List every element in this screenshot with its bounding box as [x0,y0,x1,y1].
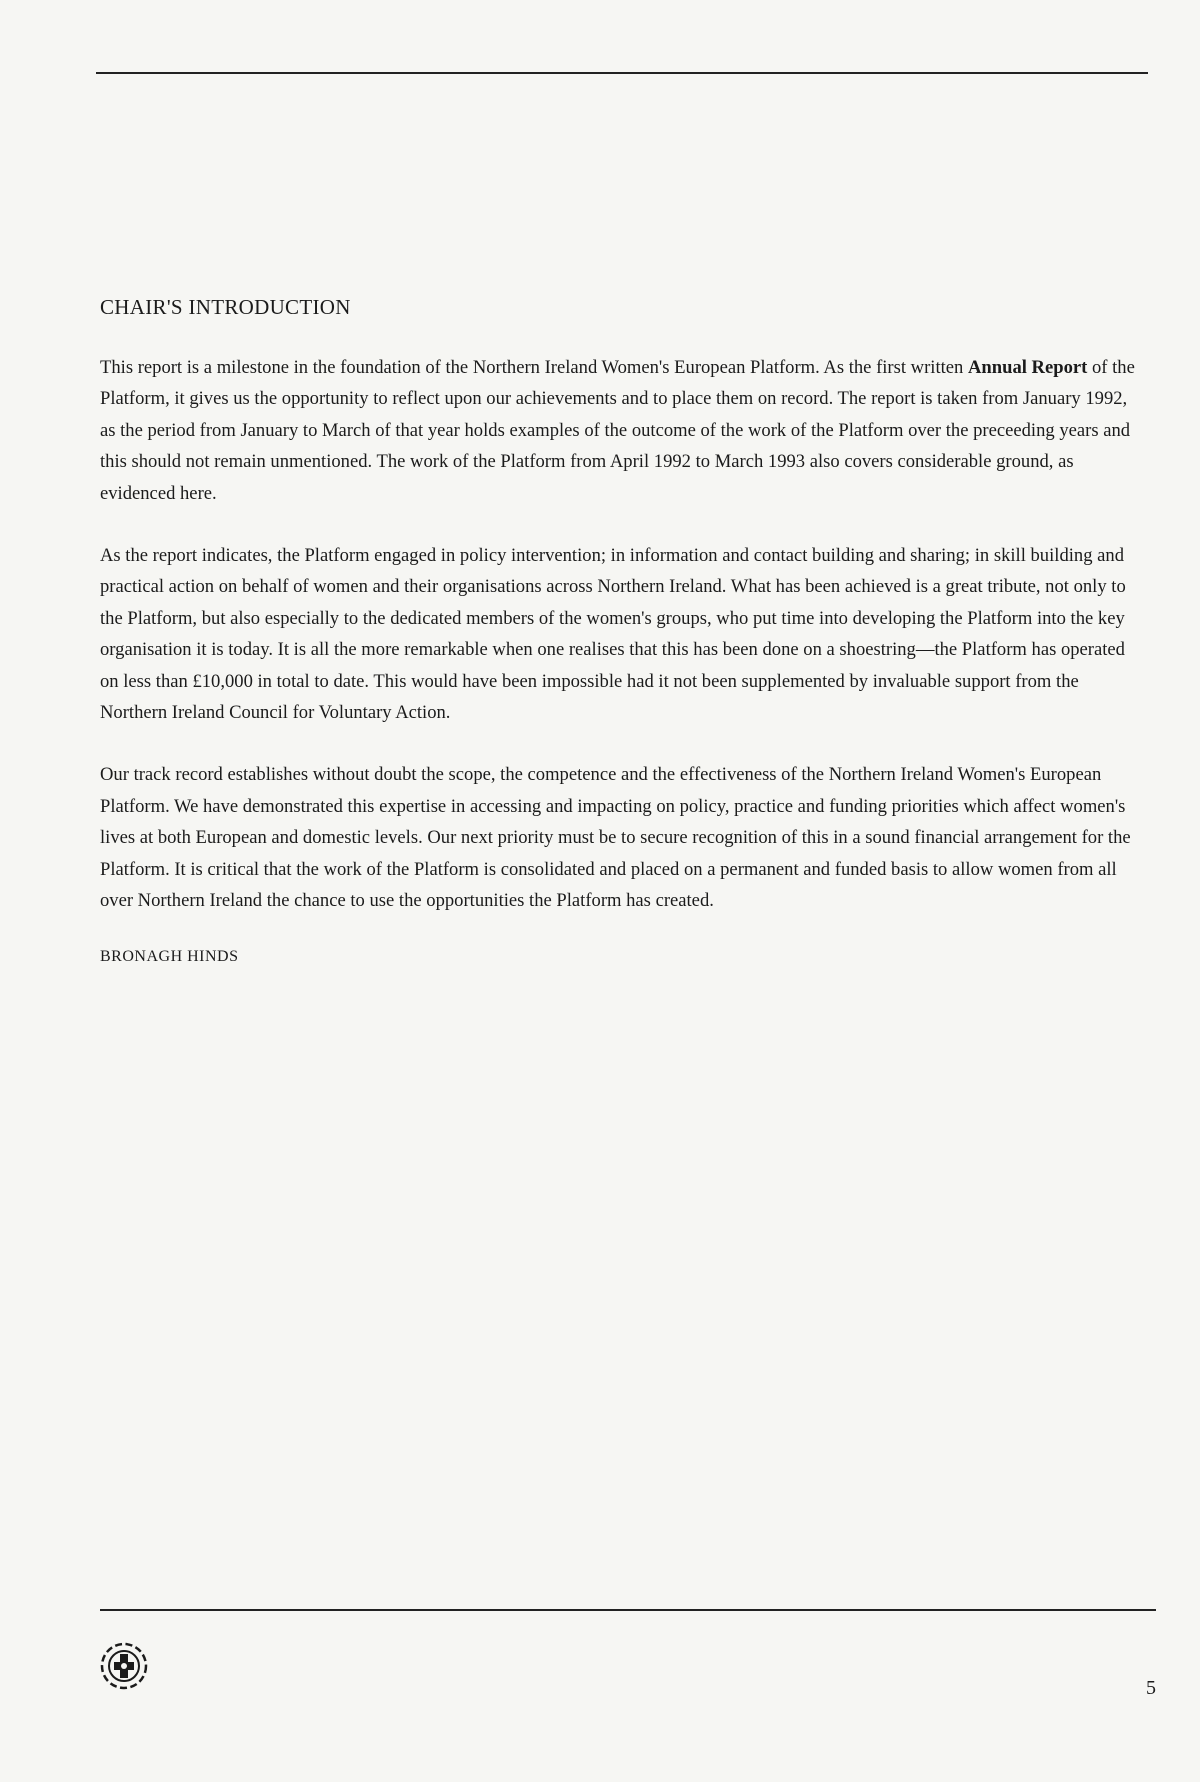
page-number: 5 [1146,1677,1156,1699]
top-rule [96,72,1148,74]
paragraph-1 [100,352,1140,509]
paragraph-2: As the report indicates, the Platform engaged in policy intervention; in information and contact building and sharing; in skill building and practical action on behalf of women and their organisations across Northern Ireland. What has been achieved is a great tribute, not only to the Platform, but also especially to the dedicated members of the women's groups, who put time into developing the Platform into the key organisation it is today. It is all the more remarkable when one realises that this has been done on a shoestring—the Platform has operated on less than £10,000 in total to date. This would have been impossible had it not been supplemented by invaluable support from the Northern Ireland Council for Voluntary Action. [100,545,1126,724]
chairs-introduction-section [100,295,1140,966]
bottom-rule [100,1609,1156,1611]
paragraph-1-text-start: This report is a milestone in the foundation of the Northern Ireland Women's European Platform. As the first written [100,357,968,378]
annual-report-emphasis: Annual Report [968,357,1088,378]
platform-emblem-icon [98,1640,150,1692]
paragraph-3: Our track record establishes without doubt the scope, the competence and the effectiveness of the Northern Ireland Women's European Platform. We have demonstrated this expertise in accessing and impacting on policy, practice and funding priorities which affect women's lives at both European and domestic levels. Our next priority must be to secure recognition of this in a sound financial arrangement for the Platform. It is critical that the work of the Platform is consolidated and placed on a permanent and funded basis to allow women from all over Northern Ireland the chance to use the opportunities the Platform has created. [100,764,1131,912]
paragraph-1-text-end: of the Platform, it gives us the opportunity to reflect upon our achievements and to place them on record. The report is taken from January 1992, as the period from January to March of that year holds examples of the outcome of the work of the Platform over the preceeding years and this should not remain unmentioned. The work of the Platform from April 1992 to March 1993 also covers considerable ground, as evidenced here. [100,357,1135,504]
signature-name: BRONAGH HINDS [100,947,239,965]
section-heading: CHAIR'S INTRODUCTION [100,295,351,319]
